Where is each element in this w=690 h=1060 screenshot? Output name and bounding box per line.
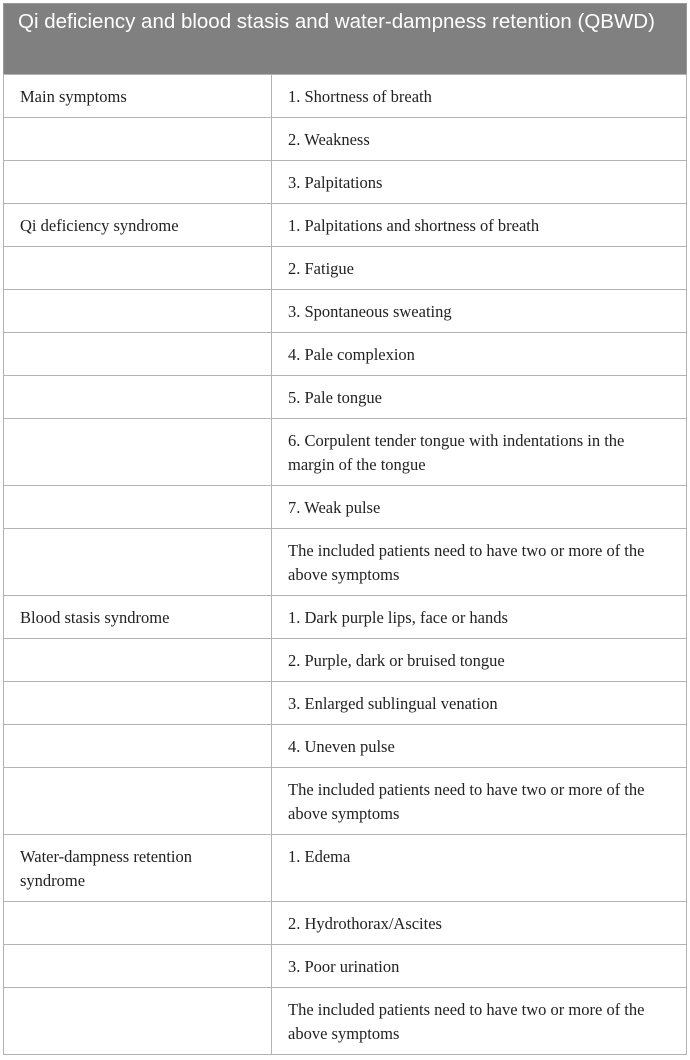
category-cell (4, 161, 272, 204)
category-cell (4, 118, 272, 161)
table-row (4, 376, 687, 419)
table-row (4, 486, 687, 529)
symptom-cell: 2. Hydrothorax/Ascites (272, 902, 687, 945)
category-cell (4, 290, 272, 333)
symptom-cell: The included patients need to have two or more of the above symptoms (272, 988, 687, 1055)
table-row (4, 988, 687, 1055)
symptom-cell: 2. Purple, dark or bruised tongue (272, 639, 687, 682)
symptom-cell: 4. Pale complexion (272, 333, 687, 376)
table-row (4, 419, 687, 486)
table-row (4, 596, 687, 639)
symptom-cell: 6. Corpulent tender tongue with indentations in the margin of the tongue (272, 419, 687, 486)
category-cell (4, 333, 272, 376)
symptom-cell: 1. Dark purple lips, face or hands (272, 596, 687, 639)
criteria-table-container (3, 3, 687, 1055)
table-row (4, 290, 687, 333)
table-row (4, 161, 687, 204)
table-row (4, 333, 687, 376)
table-row (4, 945, 687, 988)
table-row (4, 75, 687, 118)
symptom-cell: 3. Enlarged sublingual venation (272, 682, 687, 725)
symptom-cell: 2. Fatigue (272, 247, 687, 290)
category-cell: Water-dampness retention syndrome (4, 835, 272, 902)
table-row (4, 682, 687, 725)
category-cell: Qi deficiency syndrome (4, 204, 272, 247)
symptom-cell: 4. Uneven pulse (272, 725, 687, 768)
category-cell (4, 247, 272, 290)
table-row (4, 247, 687, 290)
category-cell (4, 768, 272, 835)
table-row (4, 529, 687, 596)
criteria-table (3, 74, 687, 1055)
category-cell (4, 419, 272, 486)
category-cell (4, 682, 272, 725)
symptom-cell: 3. Spontaneous sweating (272, 290, 687, 333)
symptom-cell: 3. Palpitations (272, 161, 687, 204)
category-cell: Blood stasis syndrome (4, 596, 272, 639)
category-cell (4, 376, 272, 419)
category-cell (4, 902, 272, 945)
table-row (4, 835, 687, 902)
table-row (4, 204, 687, 247)
table-row (4, 725, 687, 768)
symptom-cell: 5. Pale tongue (272, 376, 687, 419)
category-cell (4, 529, 272, 596)
table-row (4, 639, 687, 682)
symptom-cell: The included patients need to have two or more of the above symptoms (272, 768, 687, 835)
symptom-cell: 2. Weakness (272, 118, 687, 161)
symptom-cell: 1. Palpitations and shortness of breath (272, 204, 687, 247)
category-cell (4, 486, 272, 529)
symptom-cell: The included patients need to have two or more of the above symptoms (272, 529, 687, 596)
category-cell (4, 725, 272, 768)
table-title: Qi deficiency and blood stasis and water-dampness retention (QBWD) (3, 3, 687, 74)
table-row (4, 118, 687, 161)
table-row (4, 768, 687, 835)
category-cell (4, 639, 272, 682)
symptom-cell: 3. Poor urination (272, 945, 687, 988)
symptom-cell: 1. Edema (272, 835, 687, 902)
category-cell (4, 945, 272, 988)
symptom-cell: 7. Weak pulse (272, 486, 687, 529)
symptom-cell: 1. Shortness of breath (272, 75, 687, 118)
table-row (4, 902, 687, 945)
category-cell: Main symptoms (4, 75, 272, 118)
category-cell (4, 988, 272, 1055)
